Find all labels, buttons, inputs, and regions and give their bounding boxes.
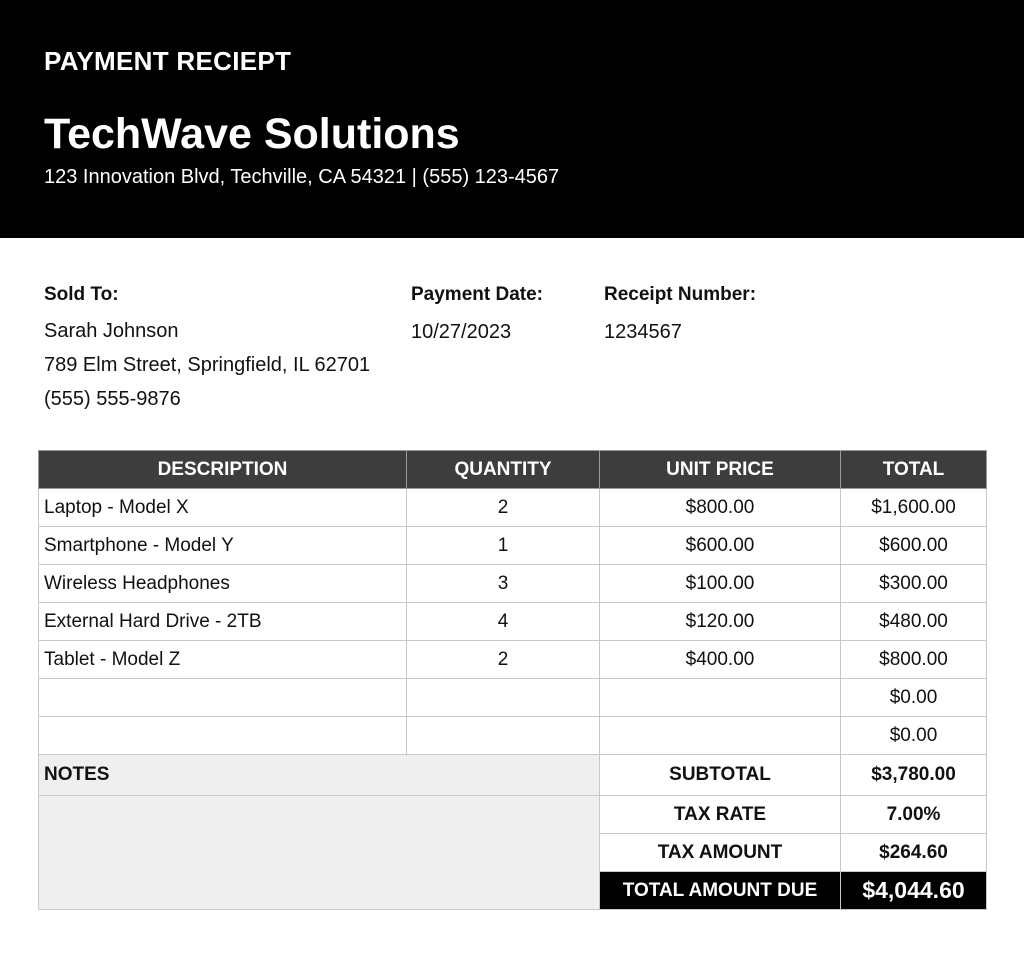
subtotal-value: $3,780.00 xyxy=(841,755,987,796)
subtotal-label: SUBTOTAL xyxy=(600,755,841,796)
column-header-total: TOTAL xyxy=(841,451,987,489)
table-row xyxy=(39,565,987,603)
payment-date-value: 10/27/2023 xyxy=(411,321,512,343)
column-header-unit-price: UNIT PRICE xyxy=(600,451,841,489)
tax-amount-value: $264.60 xyxy=(841,834,987,872)
notes-label: NOTES xyxy=(39,755,600,796)
item-unit-price: $120.00 xyxy=(600,603,841,641)
table-row xyxy=(39,603,987,641)
tax-amount-label: TAX AMOUNT xyxy=(600,834,841,872)
item-description: Wireless Headphones xyxy=(39,565,407,603)
company-name: TechWave Solutions xyxy=(44,110,460,158)
item-quantity: 3 xyxy=(407,565,600,603)
company-address: 123 Innovation Blvd, Techville, CA 54321 | (555) 123-4567 xyxy=(44,166,560,188)
table-row xyxy=(39,527,987,565)
receipt-header xyxy=(0,0,1024,238)
item-unit-price: $100.00 xyxy=(600,565,841,603)
column-header-description: DESCRIPTION xyxy=(39,451,407,489)
table-row xyxy=(39,679,987,717)
item-description: Laptop - Model X xyxy=(39,489,407,527)
item-total: $600.00 xyxy=(841,527,987,565)
customer-address: 789 Elm Street, Springfield, IL 62701 xyxy=(44,354,371,376)
total-due-value: $4,044.60 xyxy=(841,872,987,910)
receipt-number-label: Receipt Number: xyxy=(604,284,757,305)
item-quantity xyxy=(407,717,600,755)
item-total: $1,600.00 xyxy=(841,489,987,527)
item-quantity: 2 xyxy=(407,641,600,679)
item-unit-price xyxy=(600,679,841,717)
item-description: Tablet - Model Z xyxy=(39,641,407,679)
customer-name: Sarah Johnson xyxy=(44,320,179,342)
document-type-title: PAYMENT RECIEPT xyxy=(44,46,292,76)
item-quantity: 4 xyxy=(407,603,600,641)
table-row xyxy=(39,489,987,527)
item-total: $0.00 xyxy=(841,717,987,755)
item-quantity: 2 xyxy=(407,489,600,527)
item-total: $0.00 xyxy=(841,679,987,717)
subtotal-row xyxy=(39,755,987,796)
tax-rate-label: TAX RATE xyxy=(600,796,841,834)
item-quantity: 1 xyxy=(407,527,600,565)
item-unit-price xyxy=(600,717,841,755)
table-header-row xyxy=(39,451,987,489)
sold-to-label: Sold To: xyxy=(44,284,119,305)
column-header-quantity: QUANTITY xyxy=(407,451,600,489)
item-unit-price: $400.00 xyxy=(600,641,841,679)
item-description xyxy=(39,717,407,755)
item-description: External Hard Drive - 2TB xyxy=(39,603,407,641)
receipt-number-value: 1234567 xyxy=(604,321,682,343)
item-total: $300.00 xyxy=(841,565,987,603)
table-row xyxy=(39,717,987,755)
item-total: $480.00 xyxy=(841,603,987,641)
table-row xyxy=(39,641,987,679)
item-quantity xyxy=(407,679,600,717)
customer-phone: (555) 555-9876 xyxy=(44,388,181,410)
item-description xyxy=(39,679,407,717)
items-table xyxy=(38,450,987,910)
total-due-label: TOTAL AMOUNT DUE xyxy=(600,872,841,910)
tax-rate-value: 7.00% xyxy=(841,796,987,834)
tax-rate-row xyxy=(39,796,987,834)
payment-date-label: Payment Date: xyxy=(411,284,543,305)
notes-area xyxy=(39,796,600,910)
item-description: Smartphone - Model Y xyxy=(39,527,407,565)
item-total: $800.00 xyxy=(841,641,987,679)
item-unit-price: $800.00 xyxy=(600,489,841,527)
item-unit-price: $600.00 xyxy=(600,527,841,565)
